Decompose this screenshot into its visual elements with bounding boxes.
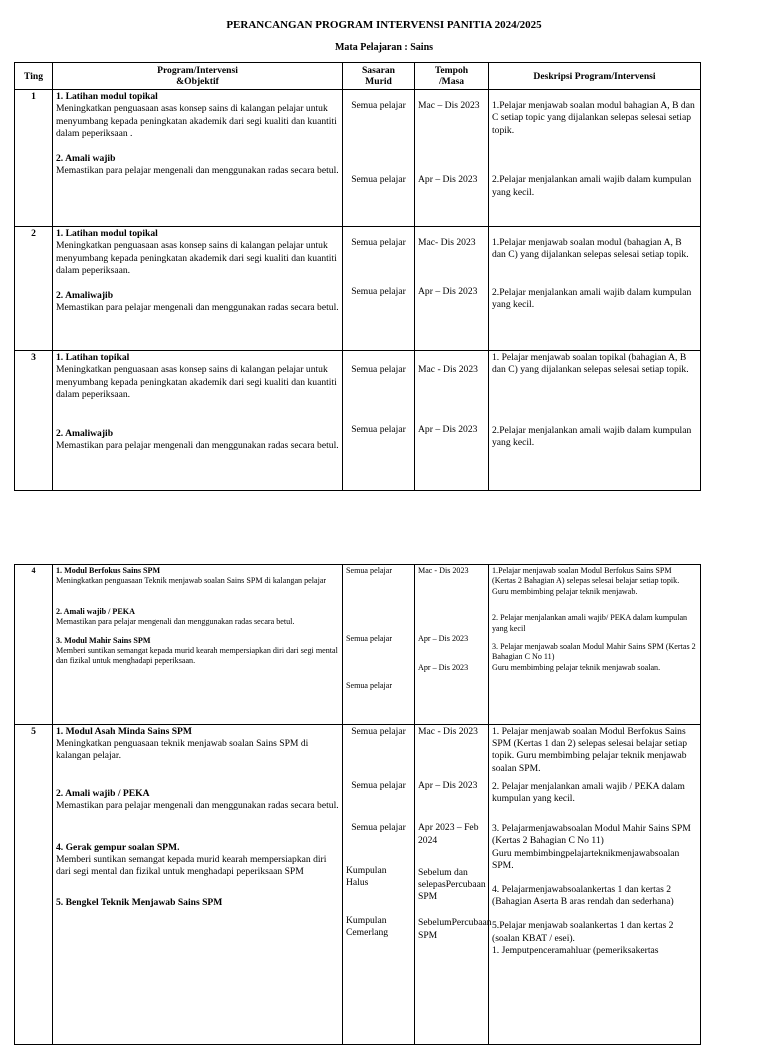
program-title: 2. Amaliwajib (56, 289, 114, 301)
header-sasaran-line1: Sasaran (361, 65, 396, 76)
program-objective: Memastikan para pelajar mengenali dan menggunakan radas secara betul. (56, 799, 339, 811)
document-title: PERANCANGAN PROGRAM INTERVENSI PANITIA 2024/2025 (226, 19, 542, 31)
program-title: 3. Modul Mahir Sains SPM (56, 635, 151, 645)
deskripsi-text: 2.Pelajar menjalankan amali wajib dalam kumpulan yang kecil. (492, 174, 692, 198)
sasaran-text: Semua pelajar (351, 364, 406, 375)
tempoh-text: Apr 2023 – Feb 2024 (418, 822, 479, 846)
sasaran-text: Semua pelajar (346, 680, 393, 690)
deskripsi-text: 1. Pelajar menjawab soalan topikal (bahagian A, B dan C) yang dijalankan selepas selesai setiap topik. (492, 352, 689, 376)
tempoh-text: Mac - Dis 2023 (418, 726, 478, 737)
deskripsi-text: 1.Pelajar menjawab soalan modul bahagian A, B dan C setiap topic yang dijalankan selepas selesai setiap topik. (492, 100, 695, 136)
program-title: 1. Modul Berfokus Sains SPM (56, 566, 161, 575)
program-objective: Memastikan para pelajar mengenali dan menggunakan radas secara betul. (56, 617, 295, 627)
program-title: 2. Amali wajib / PEKA (56, 787, 150, 799)
header-sasaran-line2: Murid (365, 76, 392, 87)
sasaran-cell (343, 351, 415, 491)
program-objective: Meningkatkan penguasaan asas konsep sains di kalangan pelajar untuk menyumbang kepada peningkatan akademik dari segi kualiti dan kuantiti dalam peperiksaan . (56, 103, 337, 140)
tempoh-text: Apr – Dis 2023 (418, 662, 469, 672)
program-title: 5. Bengkel Teknik Menjawab Sains SPM (56, 896, 223, 908)
deskripsi-text: 3. Pelajar menjawab soalan Modul Mahir Sains SPM (Kertas 2 Bahagian C No 11) (492, 642, 696, 662)
deskripsi-cell (489, 90, 701, 227)
intervention-table-top (14, 62, 701, 491)
sasaran-text: Kumpulan Cemerlang (346, 915, 389, 939)
program-cell (53, 565, 343, 725)
header-program-line1: Program/Intervensi (157, 65, 238, 76)
tempoh-text: Mac – Dis 2023 (418, 100, 480, 111)
sasaran-cell (343, 725, 415, 1045)
table-row (15, 90, 701, 227)
sasaran-text: Kumpulan Halus (346, 864, 387, 888)
sasaran-cell (343, 227, 415, 351)
deskripsi-cell (489, 227, 701, 351)
tempoh-text: SebelumPercubaan SPM (418, 917, 492, 941)
deskripsi-text: 2. Pelajar menjalankan amali wajib/ PEKA dalam kumpulan yang kecil (492, 613, 688, 633)
ting-cell: 1 (15, 90, 53, 227)
program-title: 1. Latihan topikal (56, 352, 130, 363)
header-tempoh-line1: Tempoh (434, 65, 469, 76)
program-objective: Meningkatkan penguasaan Teknik menjawab soalan Sains SPM di kalangan pelajar (56, 576, 327, 586)
program-objective: Memastikan para pelajar mengenali dan menggunakan radas secara betul. (56, 302, 339, 314)
deskripsi-text: 4. Pelajarmenjawabsoalankertas 1 dan kertas 2 (Bahagian Aserta B aras rendah dan sederhana) (492, 884, 674, 908)
header-tempoh-line2: /Masa (438, 76, 465, 87)
ting-cell: 3 (15, 351, 53, 491)
deskripsi-text: 2.Pelajar menjalankan amali wajib dalam kumpulan yang kecil. (492, 424, 692, 449)
tempoh-text: Apr – Dis 2023 (418, 634, 469, 644)
program-objective: Meningkatkan penguasaan teknik menjawab soalan Sains SPM di kalangan pelajar. (56, 738, 309, 762)
ting-cell: 4 (15, 565, 53, 725)
program-cell (53, 227, 343, 351)
program-title: 1. Latihan modul topikal (56, 228, 158, 239)
table-header-row (15, 63, 701, 90)
program-objective: Meningkatkan penguasaan asas konsep sains di kalangan pelajar untuk menyumbang kepada peningkatan akademik dari segi kualiti dan kuantiti dalam peperiksaan. (56, 240, 337, 277)
tempoh-text: Apr – Dis 2023 (418, 286, 478, 298)
table-row (15, 227, 701, 351)
program-title: 1. Latihan modul topikal (56, 91, 158, 102)
program-objective: Memberi suntikan semangat kepada murid kearah mempersiapkan diri dari segi mental dan fizikal untuk menghadapi peperiksaan SPM (56, 854, 327, 878)
tempoh-text: Mac- Dis 2023 (418, 237, 476, 248)
program-cell (53, 725, 343, 1045)
deskripsi-cell (489, 351, 701, 491)
table-row (15, 725, 701, 1045)
sasaran-text: Semua pelajar (351, 780, 406, 792)
tempoh-cell (415, 90, 489, 227)
program-objective: Memastikan para pelajar mengenali dan menggunakan radas secara betul. (56, 440, 339, 452)
deskripsi-text: 1. Jemputpenceramahluar (pemeriksakertas (492, 944, 659, 956)
header-tempoh (415, 63, 489, 90)
sasaran-text: Semua pelajar (351, 822, 406, 834)
sasaran-text: Semua pelajar (351, 424, 406, 436)
deskripsi-cell (489, 725, 701, 1045)
tempoh-cell (415, 227, 489, 351)
deskripsi-text: 3. Pelajarmenjawabsoalan Modul Mahir Sains SPM (492, 823, 691, 835)
sasaran-cell (343, 90, 415, 227)
program-objective: Memastikan para pelajar mengenali dan menggunakan radas secara betul. (56, 165, 339, 177)
deskripsi-text: Guru membimbing pelajar teknik menjawab soalan. (492, 662, 661, 672)
deskripsi-cell (489, 565, 701, 725)
deskripsi-text: Guru membimbingpelajarteknikmenjawabsoalan SPM. (492, 847, 680, 871)
deskripsi-text: (Kertas 2 Bahagian C No 11) (492, 835, 604, 847)
tempoh-cell (415, 725, 492, 1045)
ting-cell: 2 (15, 227, 53, 351)
sasaran-text: Semua pelajar (351, 100, 406, 111)
sasaran-text: Semua pelajar (351, 726, 406, 737)
deskripsi-text: 5.Pelajar menjawab soalankertas 1 dan kertas 2 (soalan KBAT / esei). (492, 920, 674, 944)
intervention-table-bottom (14, 564, 701, 1045)
sasaran-text: Semua pelajar (346, 634, 393, 644)
ting-cell: 5 (15, 725, 53, 1045)
tempoh-text: Mac - Dis 2023 (418, 566, 469, 575)
tempoh-cell (415, 351, 489, 491)
tempoh-text: Apr – Dis 2023 (418, 424, 478, 436)
program-cell (53, 90, 343, 227)
tempoh-text: Apr – Dis 2023 (418, 780, 478, 792)
sasaran-cell (343, 565, 415, 725)
program-title: 2. Amaliwajib (56, 427, 114, 439)
tempoh-text: Mac - Dis 2023 (418, 364, 478, 375)
program-title: 1. Modul Asah Minda Sains SPM (56, 726, 192, 737)
sasaran-text: Semua pelajar (351, 237, 406, 248)
deskripsi-text: Guru membimbing pelajar teknik menjawab. (492, 586, 638, 596)
header-program-line2: &Objektif (176, 76, 219, 87)
document-subtitle: Mata Pelajaran : Sains (334, 42, 434, 53)
tempoh-text: Sebelum dan selepasPercubaan SPM (418, 866, 486, 903)
table-row (15, 351, 701, 491)
sasaran-text: Semua pelajar (351, 174, 406, 186)
header-deskripsi: Deskripsi Program/Intervensi (489, 63, 701, 90)
program-objective: Memberi suntikan semangat kepada murid kearah mempersiapkan diri dari segi mental dan fizikal untuk menghadapi peperiksaan. (56, 646, 338, 666)
program-title: 2. Amali wajib (56, 152, 116, 164)
header-sasaran (343, 63, 415, 90)
deskripsi-text: 1. Pelajar menjawab soalan Modul Berfokus Sains SPM (Kertas 1 dan 2) selepas selesai belajar setiap topik. Guru membimbing pelajar teknik menjawab soalan SPM. (492, 726, 688, 774)
header-program (53, 63, 343, 90)
program-title: 2. Amali wajib / PEKA (56, 606, 135, 616)
deskripsi-text: 1.Pelajar menjawab soalan modul (bahagian A, B dan C) yang dijalankan selepas selesai setiap topik. (492, 237, 689, 261)
program-cell (53, 351, 343, 491)
sasaran-text: Semua pelajar (351, 286, 406, 298)
deskripsi-text: 2.Pelajar menjalankan amali wajib dalam kumpulan yang kecil. (492, 286, 692, 311)
deskripsi-text: 2. Pelajar menjalankan amali wajib / PEKA dalam kumpulan yang kecil. (492, 780, 685, 805)
tempoh-text: Apr – Dis 2023 (418, 174, 478, 186)
table-row (15, 565, 701, 725)
deskripsi-text: 1.Pelajar menjawab soalan Modul Berfokus Sains SPM (Kertas 2 Bahagian A) selepas selesai belajar setiap topik. (492, 566, 680, 586)
program-title: 4. Gerak gempur soalan SPM. (56, 842, 180, 854)
sasaran-text: Semua pelajar (346, 566, 393, 575)
program-objective: Meningkatkan penguasaan asas konsep sains di kalangan pelajar untuk menyumbang kepada peningkatan akademik dari segi kualiti dan kuantiti dalam peperiksaan. (56, 364, 337, 401)
tempoh-cell (415, 565, 489, 725)
header-ting: Ting (15, 63, 53, 90)
